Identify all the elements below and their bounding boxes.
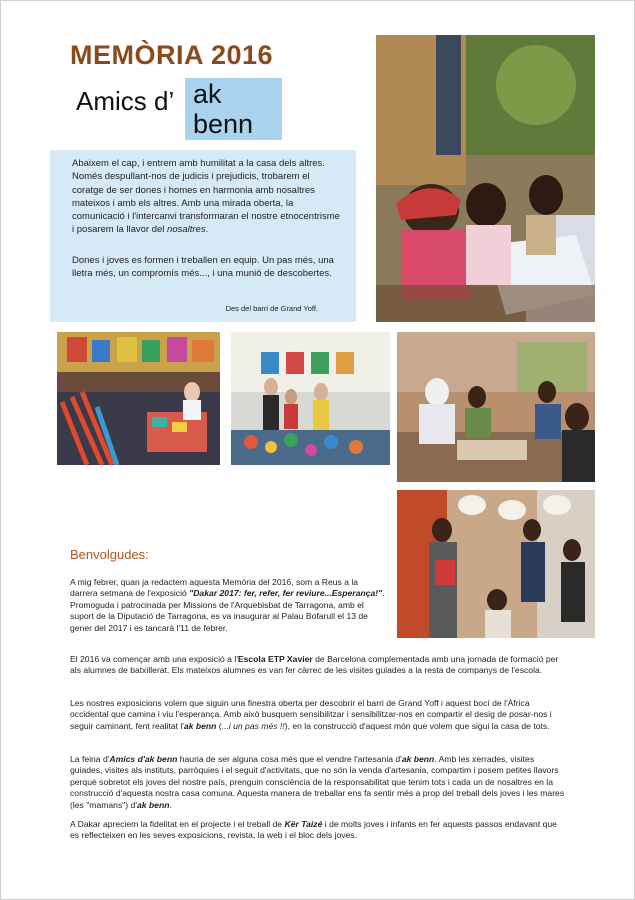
intro-italic: nosaltres — [167, 224, 206, 236]
photo-children-reading — [376, 35, 595, 322]
letter-paragraph-2 — [70, 654, 568, 677]
p2-text-a: El 2016 va començar amb una exposició a l' — [70, 654, 238, 664]
p4-text-g: . — [169, 799, 172, 810]
p3-ak-benn: ak benn — [183, 720, 217, 731]
photo-exhibition-visitors — [231, 332, 390, 465]
page-title: MEMÒRIA 2016 — [70, 40, 274, 70]
intro-signature: Des del barri de Grand Yoff. — [225, 304, 318, 313]
photo-women-workshop — [397, 332, 595, 482]
letter-greeting: Benvolgudes: — [70, 547, 149, 562]
p5-ker-taize: Kër Taizé — [284, 819, 323, 829]
p1-text-a: A mig febrer, quan ja redactem aquesta Memòria del 2016, som a Reus a la darrera setmana de l'exposició — [70, 577, 359, 599]
p2-school-name: Escola ETP Xavier — [237, 654, 313, 664]
intro-quote-box — [50, 150, 356, 322]
p4-ak-benn: ak benn — [401, 754, 435, 764]
p1-exhibition-title: "Dakar 2017: fer, refer, fer reviure...Esperança!" — [189, 588, 383, 599]
ak-benn-logo — [185, 78, 282, 140]
org-name: Amics d’ — [76, 86, 175, 116]
letter-paragraph-3 — [70, 698, 568, 732]
p3-text-e: ), en la construcció d'aquest món que volem que sigui la casa de tots. — [284, 720, 550, 731]
p4-text-e: . Amb les xerrades, visites guiades, visites als instituts, parròquies i el seguit d'activitats, que no són la venda d'artesania, compartim i posem petites llavors perquè sobretot els joves del nostre país, prenguin consciència de la responsabilitat que tenim tots i cada un de nosaltres en la construcció d'aquesta nostra casa comuna. Aquesta manera de treballar ens fa sentir més a prop del treball dels joves i les mares (les "mamans") d' — [70, 754, 565, 810]
intro-paragraph-2: Dones i joves es formen i treballen en equip. Un pas més, una lletra més, un compromís més..., i una munió de descobertes. — [72, 255, 334, 280]
p4-ak-benn-2: ak benn — [136, 799, 170, 810]
p1-text-c: . Promoguda i patrocinada per Missions de l'Arquebisbat de Tarragona, amb el suport de la Diputació de Tarragona, es va inaugurar al Palau Bofarull el 13 de gener del 2017 i es tancarà l'11 de febrer. — [70, 588, 385, 633]
letter-paragraph-4 — [70, 754, 568, 811]
p4-org-name: Amics d'ak benn — [109, 754, 178, 764]
intro-paragraph-1 — [72, 157, 340, 237]
letter-paragraph-5 — [70, 819, 568, 842]
photo-youth-gallery — [397, 490, 595, 638]
photo-craft-stall — [57, 332, 220, 465]
p2-text-c: de Barcelona complementada amb una jornada de formació per als alumnes de batxillerat. Els mateixos alumnes es van fer càrrec de les visites guiades a la resta de companys de l'escola. — [70, 654, 559, 676]
intro-text-1-end: . — [205, 224, 209, 236]
letter-paragraph-1 — [70, 577, 388, 634]
p3-text-c: ( — [216, 720, 222, 731]
p3-text-a: Les nostres exposicions volem que siguin una finestra oberta per descobrir el barri de Grand Yoff i aquest bocí de l'Àfrica occidental que camina i viu l'esperança. Amb això busquem sensibilitzar i sensibilitzar-nos en compartir el desig de posar-nos i seguir caminant, fent realitat l' — [70, 698, 552, 731]
intro-text-1: Abaixem el cap, i entrem amb humilitat a la casa dels altres. Només despullant-nos de judicis i prejudicis, trobarem el coratge de ser dones i homes en harmonia amb nosaltres mateixos i amb els altres. Amb una mirada oberta, la comunicació i l'intercanvi transformaran el nostre etnocentrisme i posarem la llavor del — [72, 158, 340, 236]
p3-motto: ...i un pas més !! — [221, 720, 285, 731]
p4-text-c: hauria de ser alguna cosa més que el vendre l'artesania d' — [177, 754, 402, 764]
logo-line-2: benn — [193, 109, 254, 139]
p5-text-c: i de molts joves i infants en fer aquests passos endavant que es reflecteixen en les seves exposicions, revista, la web i el bloc dels joves. — [70, 819, 557, 841]
p5-text-a: A Dakar apreciem la fidelitat en el projecte i el treball de — [70, 819, 285, 829]
p4-text-a: La feina d' — [70, 754, 110, 764]
logo-line-1: ak — [193, 79, 222, 109]
